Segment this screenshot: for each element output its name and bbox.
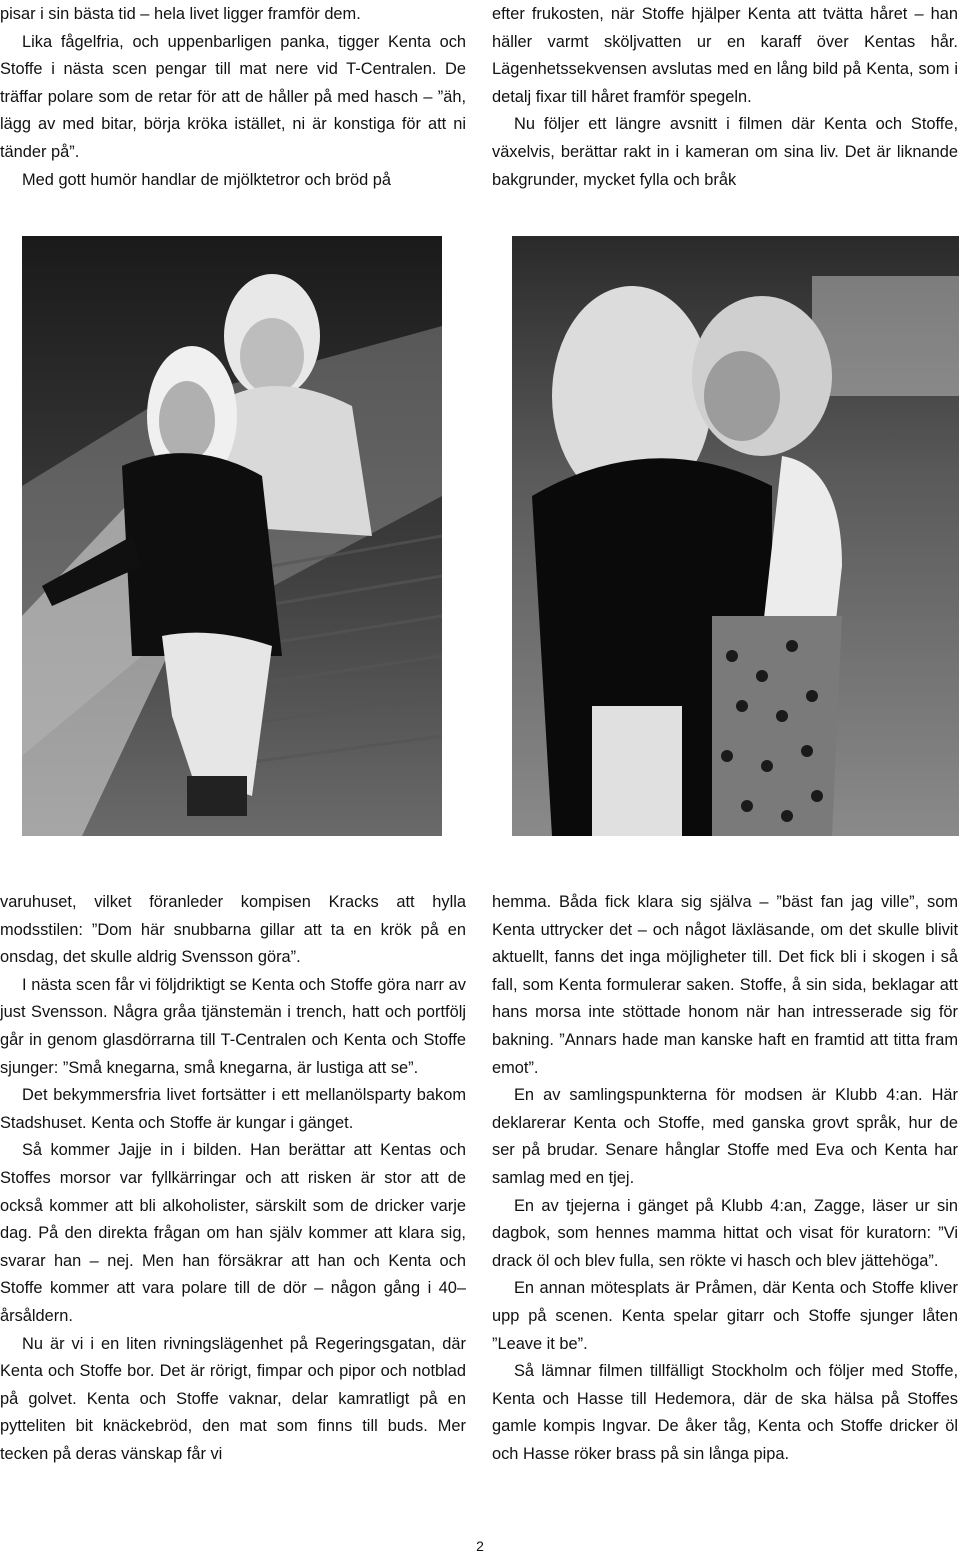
paragraph: Så kommer Jajje in i bilden. Han berättar att Kentas och Stoffes morsor var fyllkärringar och att risken är stor att de också kommer att bli alkoholister, särskilt som de dricker varje dag. På den direkta frågan om han själv kommer att klara sig, svarar han – nej. Men han försäkrar att han och Kenta och Stoffe kommer att vara polare till de dör – någon gång i 40–årsåldern. <box>0 1141 466 1325</box>
paragraph: I nästa scen får vi följdriktigt se Kenta och Stoffe göra narr av just Svensson. Några gråa tjänstemän i trench, hatt och portfölj går in genom glasdörrarna till T-Centralen och Kenta och Stoffe sjunger: ”Små knegarna, små knegarna, är lustiga att se”. <box>0 975 466 1077</box>
page-number: 2 <box>476 1538 484 1554</box>
paragraph: Med gott humör handlar de mjölktetror och bröd på <box>22 170 391 189</box>
paragraph: Lika fågelfria, och uppenbarligen panka, tigger Kenta och Stoffe i nästa scen pengar till mat nere vid T-Centralen. De träffar polare som de retar för att de håller på med hasch – ”äh, lägg av med bitar, börja kröka istället, ni är konstiga för att ni tänder på”. <box>0 32 466 161</box>
paragraph: pisar i sin bästa tid – hela livet ligger framför dem. <box>0 5 361 23</box>
text-column-bottom-right <box>492 889 958 1468</box>
paragraph: En annan mötesplats är Pråmen, där Kenta och Stoffe kliver upp på scenen. Kenta spelar gitarr och Stoffe sjunger låten ”Leave it be”. <box>492 1279 958 1353</box>
text-column-top-left <box>0 1 466 194</box>
paragraph: Det bekymmersfria livet fortsätter i ett mellanölsparty bakom Stadshuset. Kenta och Stoffe är kungar i gänget. <box>0 1086 466 1132</box>
paragraph: Nu följer ett längre avsnitt i filmen där Kenta och Stoffe, växelvis, berättar rakt in i kameran om sina liv. Det är liknande bakgrunder, mycket fylla och bråk <box>492 115 958 189</box>
text-column-top-right <box>492 1 958 194</box>
paragraph: hemma. Båda fick klara sig själva – ”bäst fan jag ville”, som Kenta uttrycker det – och något läxläsande, om det skulle blivit aktuellt, fanns det inga möjligheter till. Det fick bli i skogen i så fall, som Kenta formulerar saken. Stoffe, å sin sida, beklagar att hans morsa inte stöttade honom när han intresserade sig för bakning. ”Annars hade man kanske haft en framtid att titta fram emot”. <box>492 893 958 1077</box>
text-column-bottom-left <box>0 889 466 1468</box>
paragraph: En av samlingspunkterna för modsen är Klubb 4:an. Här deklarerar Kenta och Stoffe, med ganska grovt språk, hur de ser på brudar. Senare hånglar Stoffe med Eva och Kenta har samlag med en tjej. <box>492 1086 958 1187</box>
paragraph: Nu är vi i en liten rivningslägenhet på Regeringsgatan, där Kenta och Stoffe bor. Det är rörigt, fimpar och pipor och notblad på golvet. Kenta och Stoffe vaknar, delar kamratligt på en pytteliten bit knäckebröd, den mat som finns till buds. Mer tecken på deras vänskap får vi <box>0 1334 466 1463</box>
paragraph: En av tjejerna i gänget på Klubb 4:an, Zagge, läser ur sin dagbok, som hennes mamma hittat och visat för kuratorn: ”Vi drack öl och blev fulla, sen rökte vi hasch och blev jättehöga”. <box>492 1196 958 1270</box>
paragraph: efter frukosten, när Stoffe hjälper Kenta att tvätta håret – han häller varmt sköljvatten ur en karaff över Kentas hår. Lägenhetssekvensen avslutas med en lång bild på Kenta, som i detalj fixar till håret framför spegeln. <box>492 5 958 106</box>
paragraph: varuhuset, vilket föranleder kompisen Kracks att hylla modsstilen: ”Dom här snubbarna gillar att ta en krök på en onsdag, det skulle aldrig Svensson göra”. <box>0 893 466 967</box>
photo-escalator <box>22 236 442 836</box>
photo-embrace <box>512 236 959 836</box>
paragraph: Så lämnar filmen tillfälligt Stockholm och följer med Stoffe, Kenta och Hasse till Hedemora, där de ska hälsa på Stoffes gamle kompis Ingvar. De åker tåg, Kenta och Stoffe dricker öl och Hasse röker brass på sin långa pipa. <box>492 1362 958 1463</box>
